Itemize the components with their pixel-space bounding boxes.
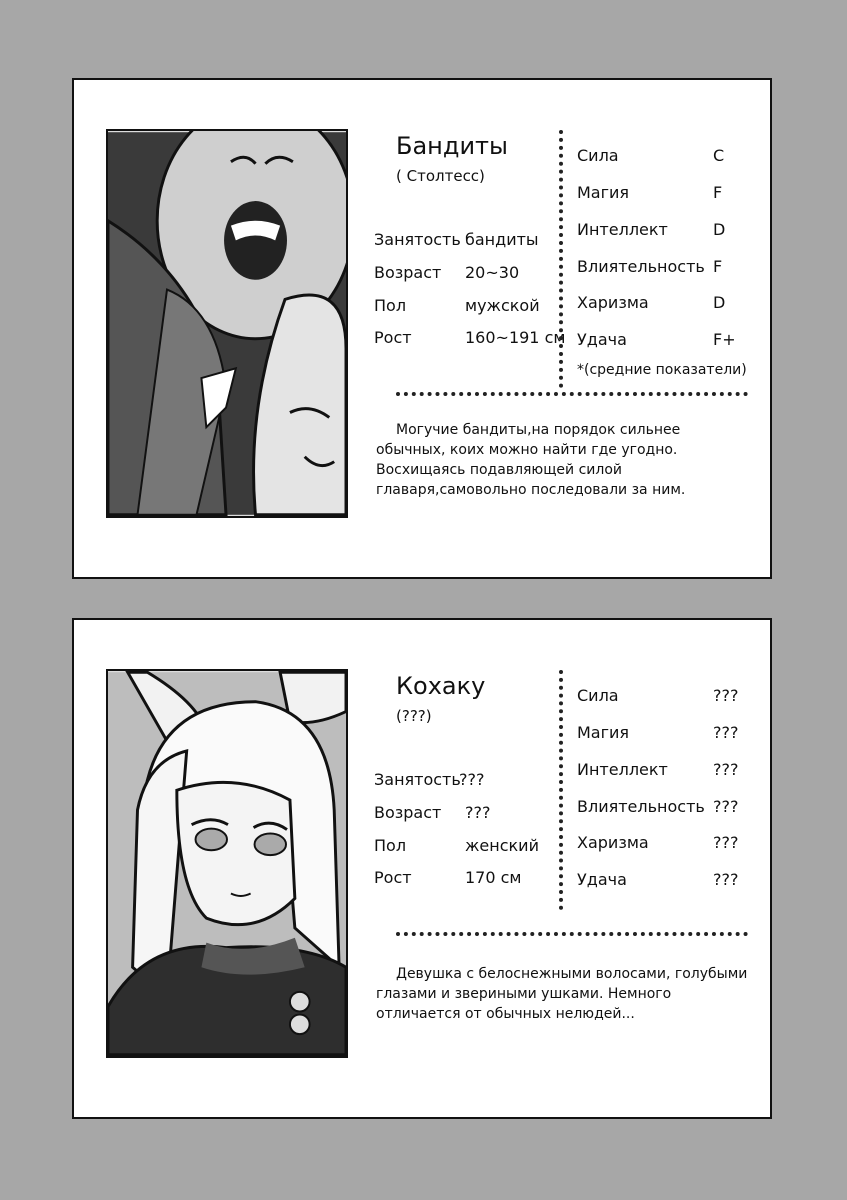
- info-value: 160~191 см: [465, 328, 566, 347]
- character-card-kohaku: [72, 618, 772, 1119]
- info-label: Возраст: [374, 803, 442, 822]
- stat-label: Интеллект: [577, 760, 668, 779]
- info-value: 170 см: [465, 868, 522, 887]
- stat-value: ???: [713, 686, 739, 705]
- character-description: Могучие бандиты,на порядок сильнее обычных, коих можно найти где угодно. Восхищаясь подавляющей силой главаря,самовольно последовали за ним.: [376, 422, 686, 498]
- stat-label: Интеллект: [577, 220, 668, 239]
- character-description: Девушка с белоснежными волосами, голубыми глазами и звериными ушками. Немного отличается от обычных нелюдей...: [376, 966, 748, 1022]
- horizontal-dotted-divider: [396, 392, 748, 396]
- character-origin: ( Столтесс): [396, 167, 485, 185]
- character-origin: (???): [396, 707, 432, 725]
- stat-label: Харизма: [577, 293, 649, 312]
- info-value: мужской: [465, 296, 540, 315]
- stat-value: ???: [713, 833, 739, 852]
- character-name: Кохаку: [396, 672, 486, 700]
- stat-label: Магия: [577, 723, 630, 742]
- bandits-illustration: [108, 131, 346, 516]
- horizontal-dotted-divider: [396, 932, 748, 936]
- info-label: Занятость: [374, 230, 461, 249]
- portrait-bandits: [106, 129, 348, 518]
- info-label: Пол: [374, 836, 407, 855]
- info-label: Рост: [374, 328, 412, 347]
- stat-value: ???: [713, 797, 739, 816]
- kohaku-illustration: [108, 671, 346, 1056]
- info-label: Возраст: [374, 263, 442, 282]
- character-card-bandits: [72, 78, 772, 579]
- info-value: бандиты: [465, 230, 539, 249]
- stat-label: Влиятельность: [577, 257, 705, 276]
- stat-label: Магия: [577, 183, 630, 202]
- stat-value: F: [713, 183, 723, 202]
- stat-value: F: [713, 257, 723, 276]
- stat-label: Влиятельность: [577, 797, 705, 816]
- stat-label: Сила: [577, 686, 619, 705]
- stat-label: Удача: [577, 330, 627, 349]
- stat-value: ???: [713, 870, 739, 889]
- info-label: Занятость: [374, 770, 461, 789]
- vertical-dotted-divider: [559, 130, 563, 388]
- stat-value: ???: [713, 760, 739, 779]
- info-value: ???: [459, 770, 485, 789]
- stats-footnote: *(средние показатели): [577, 362, 747, 378]
- character-name: Бандиты: [396, 132, 508, 160]
- vertical-dotted-divider: [559, 670, 563, 910]
- stat-value: F+: [713, 330, 736, 349]
- info-label: Рост: [374, 868, 412, 887]
- stat-label: Сила: [577, 146, 619, 165]
- stat-value: C: [713, 146, 725, 165]
- info-value: ???: [465, 803, 491, 822]
- stat-label: Удача: [577, 870, 627, 889]
- portrait-kohaku: [106, 669, 348, 1058]
- info-value: 20~30: [465, 263, 520, 282]
- stat-value: ???: [713, 723, 739, 742]
- info-value: женский: [465, 836, 539, 855]
- stat-label: Харизма: [577, 833, 649, 852]
- stat-value: D: [713, 220, 726, 239]
- stat-value: D: [713, 293, 726, 312]
- info-label: Пол: [374, 296, 407, 315]
